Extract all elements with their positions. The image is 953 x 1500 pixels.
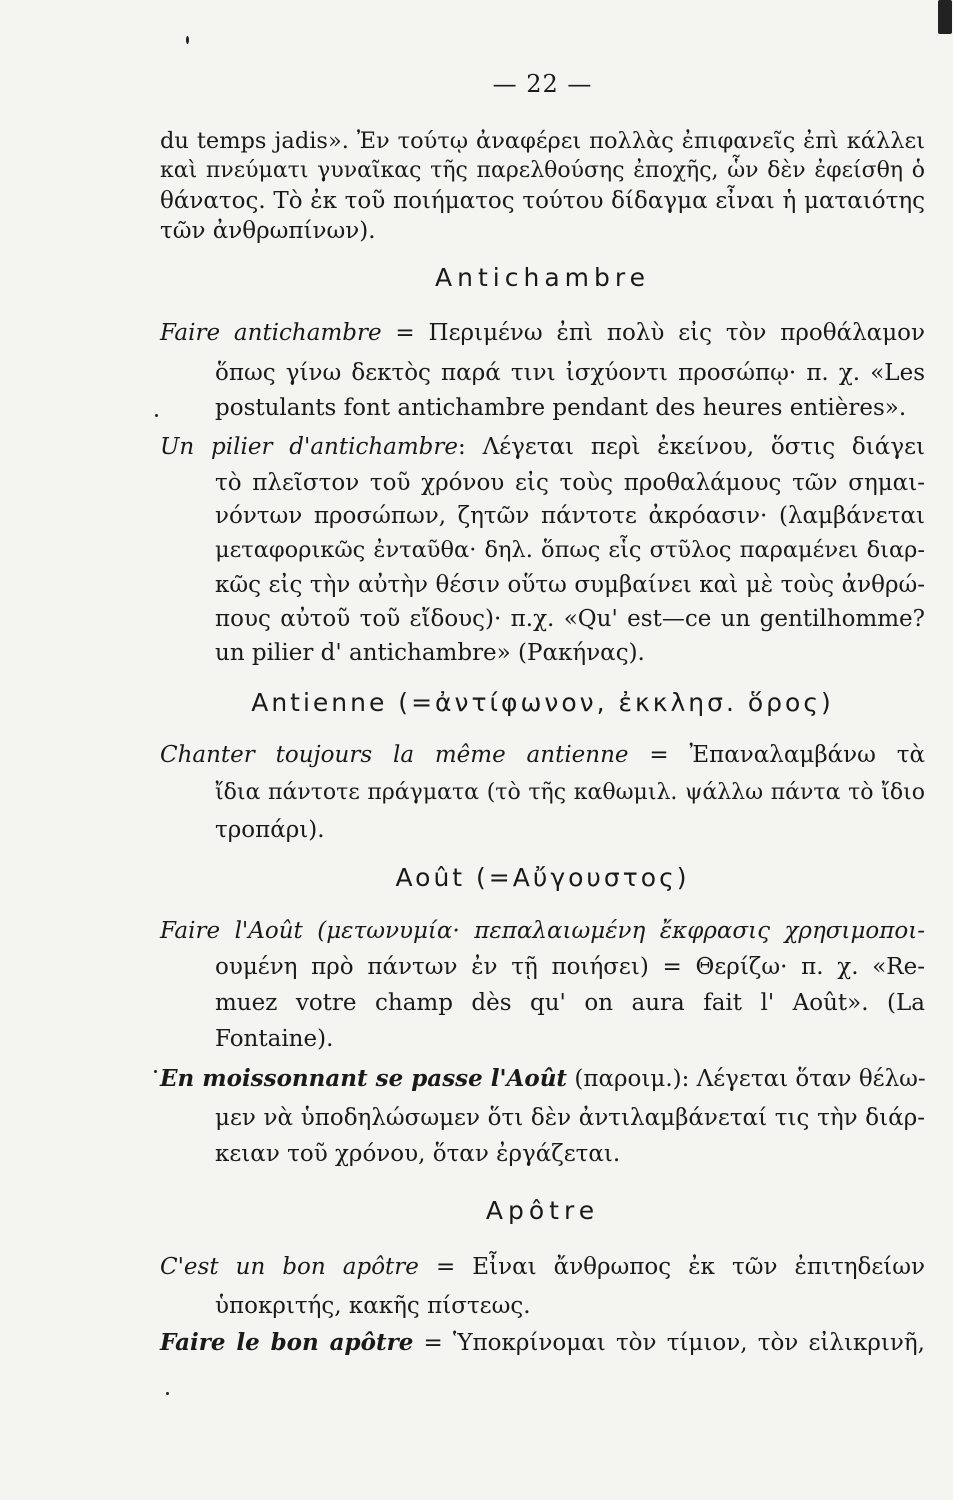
scan-speck [154, 1070, 157, 1073]
entry-definition: = Ὑποκρίνομαι τὸν τίμιον, τὸν εἰλικρινῆ, [413, 1330, 925, 1356]
section-heading: Août (=Αὔγουστος) [395, 863, 690, 892]
entry-line: νόντων προσώπων, ζητῶν πάντοτε ἀκρόασιν· (λαμβάνεται [215, 503, 925, 529]
entry-line: un pilier d' antichambre» (Ρακήνας). [215, 640, 645, 666]
entry-term: Faire le bon apôtre [160, 1329, 414, 1356]
entry-definition: = Ἐπαναλαμβάνω τὰ [628, 742, 925, 768]
entry-line: πους αὐτοῦ τοῦ εἴδους)· π.χ. «Qu' est—ce un gentilhomme? [215, 606, 925, 632]
entry-line: postulants font antichambre pendant des heures entières». [215, 395, 907, 421]
entry-definition: = Εἶναι ἄνθρωπος ἐκ τῶν ἐπιτηδείων [418, 1254, 925, 1280]
text-line: du temps jadis». Ἐν τούτῳ ἀναφέρει πολλὰς ἐπιφανεῖς ἐπὶ κάλλει [160, 128, 925, 154]
entry-first-line [160, 432, 925, 462]
entry-first-line [160, 1064, 925, 1094]
entry-first-line [160, 916, 925, 946]
entry-definition: = Περιμένω ἐπὶ πολὺ εἰς τὸν προθάλαμον [381, 320, 925, 346]
scan-speck [155, 414, 158, 417]
entry-term: Chanter toujours la même antienne [160, 742, 629, 768]
entry-line: τὸ πλεῖστον τοῦ χρόνου εἰς τοὺς προθαλάμους τῶν σημαι- [215, 470, 925, 496]
entry-line: ἴδια πάντοτε πράγματα (τὸ τῆς καθωμιλ. ψάλλω πάντα τὸ ἴδιο [215, 780, 925, 805]
entry-first-line [160, 318, 925, 348]
scan-edge-mark [938, 0, 952, 34]
entry-term: Faire l'Août [160, 918, 303, 944]
entry-line: Fontaine). [215, 1026, 334, 1052]
scan-speck [186, 36, 189, 44]
entry-term: Un pilier d'antichambre [160, 434, 458, 460]
entry-line: ὅπως γίνω δεκτὸς παρά τινι ἰσχύοντι προσώπῳ· π. χ. «Les [215, 360, 925, 386]
entry-line: μεταφορικῶς ἐνταῦθα· δηλ. ὅπως εἷς στῦλος παραμένει διαρ- [215, 537, 925, 563]
page-number: — 22 — [492, 70, 593, 98]
text-line: θάνατος. Τὸ ἐκ τοῦ ποιήματος τούτου δίδαγμα εἶναι ἡ ματαιότης [160, 188, 925, 214]
section-heading: Apôtre [485, 1196, 600, 1225]
section-heading: Antienne (=ἀντίφωνον, ἐκκλησ. ὅρος) [251, 688, 834, 717]
entry-line: κῶς εἰς τὴν αὐτὴν θέσιν οὕτω συμβαίνει καὶ μὲ τοὺς ἀνθρώ- [215, 572, 925, 598]
entry-first-line [160, 1252, 925, 1282]
entry-term: Faire antichambre [160, 320, 382, 346]
text-line: καὶ πνεύματι γυναῖκας τῆς παρελθούσης ἐποχῆς, ὧν δὲν ἐφείσθη ὁ [160, 158, 925, 183]
entry-term: C'est un bon apôtre [160, 1254, 419, 1280]
section-heading: Antichambre [435, 263, 650, 292]
entry-line: μεν νὰ ὑποδηλώσωμεν ὅτι δὲν ἀντιλαμβάνεταί τις τὴν διάρ- [215, 1105, 925, 1131]
book-page [160, 70, 925, 1470]
entry-first-line [160, 1328, 925, 1358]
entry-line: muez votre champ dès qu' on aura fait l' Août». (La [215, 990, 925, 1016]
entry-line: κειαν τοῦ χρόνου, ὅταν ἐργάζεται. [215, 1141, 621, 1167]
entry-definition: (μετωνυμία· πεπαλαιωμένη ἔκφρασις χρησιμοποι- [302, 918, 925, 944]
entry-line: ουμένη πρὸ πάντων ἐν τῇ ποιήσει) = Θερίζω· π. χ. «Re- [215, 954, 925, 980]
entry-line: ὑποκριτής, κακῆς πίστεως. [215, 1293, 531, 1319]
text-line: τῶν ἀνθρωπίνων). [160, 218, 376, 244]
entry-term: En moissonnant se passe l'Août [160, 1065, 568, 1092]
entry-definition: (παροιμ.): Λέγεται ὅταν θέλω- [567, 1066, 926, 1092]
scan-speck [166, 1392, 169, 1395]
entry-first-line [160, 740, 925, 770]
entry-line: τροπάρι). [215, 817, 325, 843]
entry-definition: : Λέγεται περὶ ἐκείνου, ὅστις διάγει [458, 434, 926, 460]
